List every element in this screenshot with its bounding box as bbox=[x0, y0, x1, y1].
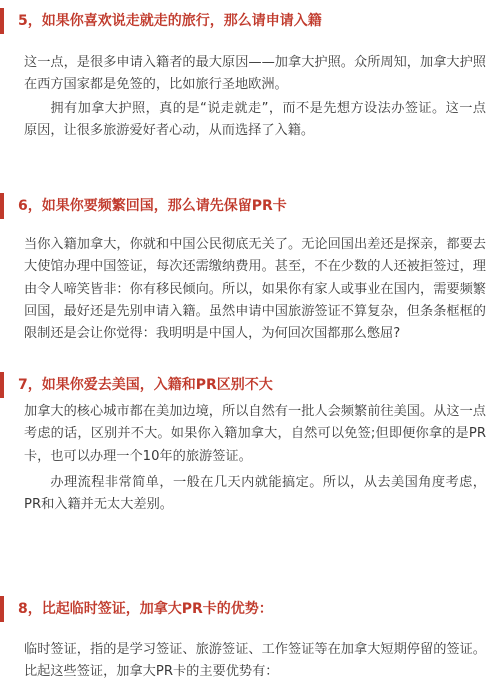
section-7-heading-text: 7，如果你爱去美国，入籍和PR区别不大 bbox=[18, 377, 273, 393]
section-8-paragraph-1: 临时签证，指的是学习签证、旅游签证、工作签证等在加拿大短期停留的签证。比起这些签证，加拿大PR卡的主要优势有： bbox=[24, 642, 486, 680]
section-5-heading-text: 5，如果你喜欢说走就走的旅行，那么请申请入籍 bbox=[18, 13, 322, 29]
section-8-heading bbox=[0, 596, 500, 622]
section-7-paragraph-2: 办理流程非常简单，一般在几天内就能搞定。所以，从去美国角度考虑，PR和入籍并无太大差别。 bbox=[24, 475, 486, 513]
section-5-paragraph-2: 拥有加拿大护照，真的是“说走就走”，而不是先想方设法办签证。这一点原因，让很多旅游爱好者心动，从而选择了入籍。 bbox=[24, 101, 486, 139]
section-6-paragraph-1: 当你入籍加拿大，你就和中国公民彻底无关了。无论回国出差还是探亲，都要去大使馆办理中国签证，每次还需缴纳费用。甚至，不在少数的人还被拒签过，理由令人啼笑皆非：你有移民倾向。所以，如果你有家人或事业在国内，需要频繁回国，最好还是先别申请入籍。虽然申请中国旅游签证不算复杂，但条条框框的限制还是会让你觉得：我明明是中国人，为何回次国都那么憋屈? bbox=[24, 237, 486, 342]
section-8-heading-text: 8，比起临时签证，加拿大PR卡的优势： bbox=[18, 601, 273, 617]
section-5-paragraph-1: 这一点，是很多申请入籍者的最大原因——加拿大护照。众所周知，加拿大护照在西方国家都是免签的，比如旅行圣地欧洲。 bbox=[24, 55, 486, 93]
section-6-heading-text: 6，如果你要频繁回国，那么请先保留PR卡 bbox=[18, 198, 287, 214]
section-7-heading bbox=[0, 372, 500, 398]
section-5-heading bbox=[0, 8, 500, 34]
section-7-paragraph-1: 加拿大的核心城市都在美加边境，所以自然有一批人会频繁前往美国。从这一点考虑的话，区别并不大。如果你入籍加拿大，自然可以免签;但即便你拿的是PR卡，也可以办理一个10年的旅游签证。 bbox=[24, 404, 486, 464]
section-6-heading bbox=[0, 193, 500, 219]
